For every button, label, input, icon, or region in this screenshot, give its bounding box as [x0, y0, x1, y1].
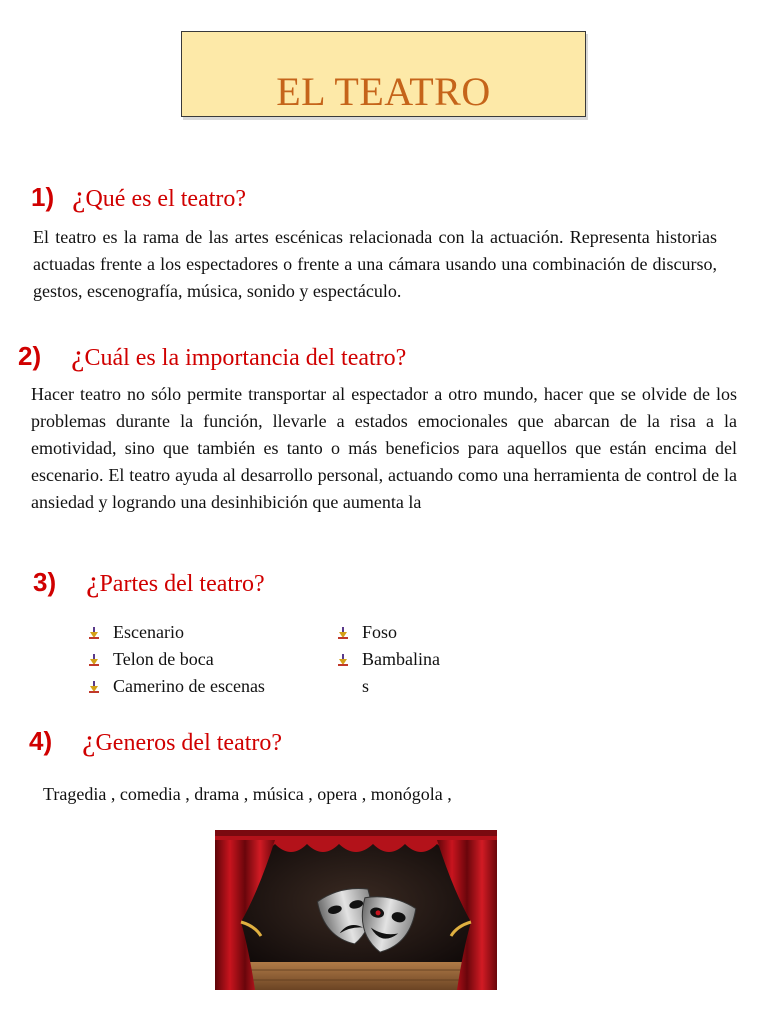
- list-item-continuation: s: [362, 676, 370, 696]
- arrow-bullet-icon: [338, 627, 348, 639]
- question-text: Generos del teatro?: [95, 730, 283, 756]
- question-mark: ¿: [72, 180, 86, 213]
- list-item: Escenario: [87, 619, 309, 646]
- list-item: Telon de boca: [87, 646, 309, 673]
- arrow-bullet-icon: [89, 654, 99, 666]
- title-box: [181, 31, 586, 117]
- question-4: [29, 724, 282, 758]
- answer-paragraph-1: El teatro es la rama de las artes escénicas relacionada con la actuación. Representa historias actuadas frente a los espectadores o frente a una cámara usando una combinación de discurso, gestos, escenografía, música, sonido y espectáculo.: [33, 227, 717, 301]
- question-mark: ¿: [71, 339, 85, 372]
- parts-list-right: [336, 619, 476, 700]
- theatre-masks-stage-image: [215, 830, 497, 990]
- page-title: EL TEATRO: [276, 69, 491, 114]
- question-number: 1): [31, 182, 55, 212]
- answer-paragraph-2: Hacer teatro no sólo permite transportar al espectador a otro mundo, hacer que se olvide de los problemas durante la función, llevarle a estados emocionales que abarcan de la risa a la emotividad, sino que también es tanto o más beneficios para aquellos que están encima del escenario. El teatro ayuda al desarrollo personal, actuando como una herramienta de control de la ansiedad y logrando una desinhibición que aumenta la: [31, 384, 737, 512]
- question-mark: ¿: [82, 724, 96, 757]
- question-3: [33, 565, 265, 599]
- question-number: 2): [18, 341, 42, 371]
- genres-text: Tragedia , comedia , drama , música , opera , monógola ,: [43, 784, 452, 804]
- question-number: 4): [29, 726, 53, 756]
- question-mark: ¿: [86, 565, 100, 598]
- arrow-bullet-icon: [89, 627, 99, 639]
- list-item: Foso: [336, 619, 476, 646]
- question-text: Cuál es la importancia del teatro?: [84, 345, 407, 371]
- question-text: Qué es el teatro?: [85, 186, 247, 212]
- list-item: Camerino de escenas: [87, 673, 309, 700]
- arrow-bullet-icon: [89, 681, 99, 693]
- arrow-bullet-icon: [338, 654, 348, 666]
- question-text: Partes del teatro?: [99, 571, 265, 597]
- question-2: [18, 339, 406, 373]
- question-number: 3): [33, 567, 57, 597]
- question-1: [31, 180, 246, 214]
- list-item: Bambalina: [336, 646, 476, 673]
- parts-list-left: [87, 619, 309, 700]
